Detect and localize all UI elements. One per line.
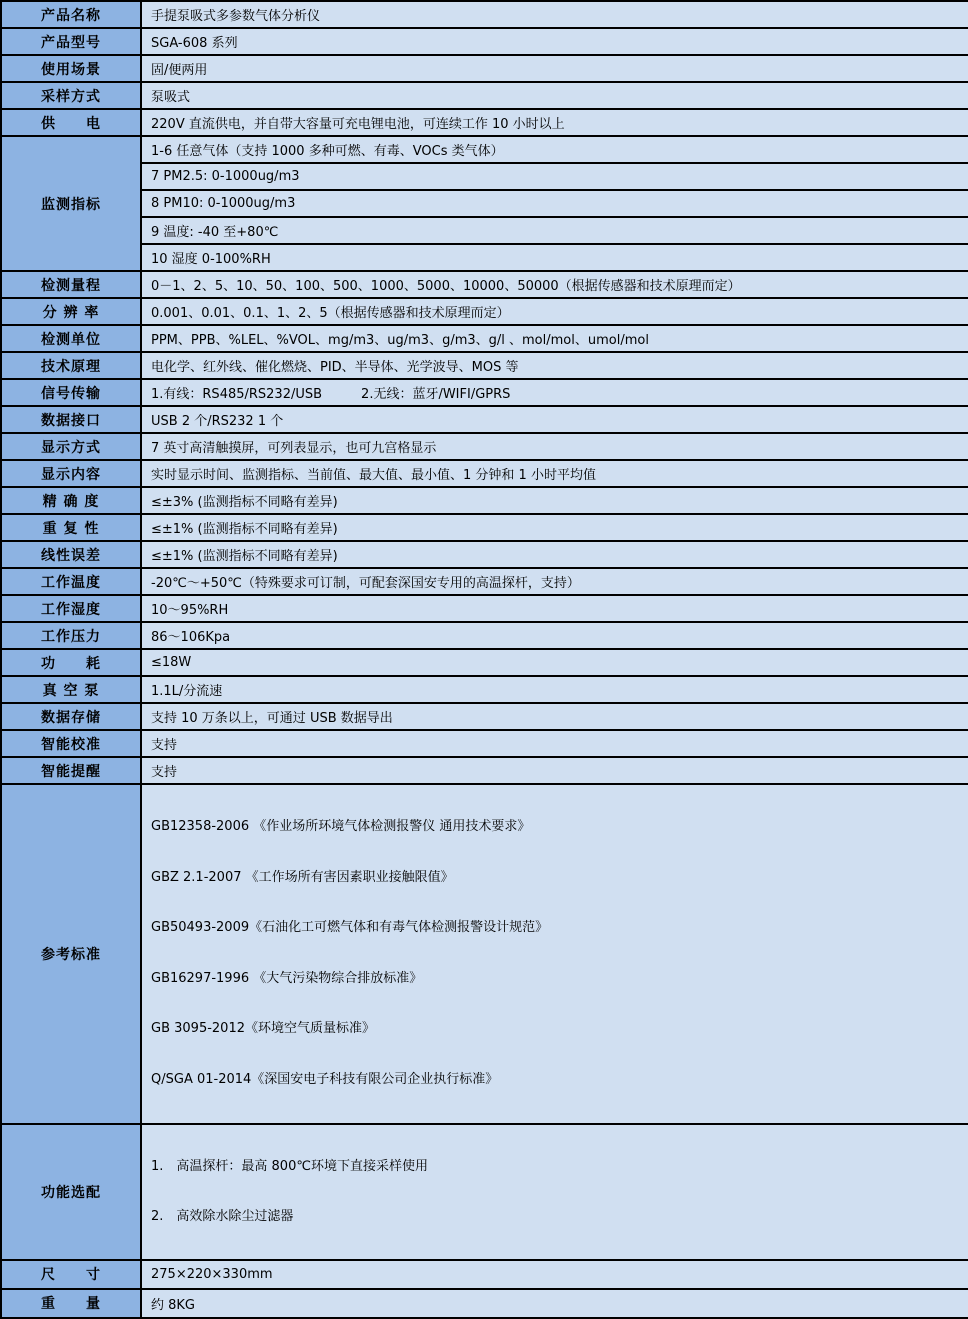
spec-label-signal: 信号传输 [1, 379, 141, 406]
spec-value-work-temp: -20℃～+50℃（特殊要求可订制，可配套深国安专用的高温探杆，支持） [141, 568, 968, 595]
spec-label-work-temp: 工作温度 [1, 568, 141, 595]
option-line: 1. 高温探杆：最高 800℃环境下直接采样使用 [151, 1158, 428, 1174]
spec-value-reference-standards [141, 784, 968, 1124]
spec-row-sampling [1, 82, 968, 109]
spec-row-work-temp [1, 568, 968, 595]
spec-value-display-content: 实时显示时间、监测指标、当前值、最大值、最小值、1 分钟和 1 小时平均值 [141, 460, 968, 487]
spec-row-optional-features [1, 1124, 968, 1260]
option-line: 2. 高效除水除尘过滤器 [151, 1208, 294, 1224]
spec-row-data-storage [1, 703, 968, 730]
spec-label-units: 检测单位 [1, 325, 141, 352]
spec-label-optional-features: 功能选配 [1, 1124, 141, 1260]
spec-label-range: 检测量程 [1, 271, 141, 298]
spec-label-power-consumption: 功 耗 [1, 649, 141, 676]
spec-value-power: 220V 直流供电，并自带大容量可充电锂电池，可连续工作 10 小时以上 [141, 109, 968, 136]
spec-label-vacuum-pump: 真 空 泵 [1, 676, 141, 703]
spec-value-data-storage: 支持 10 万条以上，可通过 USB 数据导出 [141, 703, 968, 730]
spec-row-power-consumption [1, 649, 968, 676]
spec-value-weight: 约 8KG [141, 1289, 968, 1318]
spec-label-display-content: 显示内容 [1, 460, 141, 487]
spec-value-accuracy: ≤±3% (监测指标不同略有差异) [141, 487, 968, 514]
spec-label-smart-calibration: 智能校准 [1, 730, 141, 757]
spec-label-weight: 重 量 [1, 1289, 141, 1318]
spec-label-work-humidity: 工作湿度 [1, 595, 141, 622]
spec-value-sampling: 泵吸式 [141, 82, 968, 109]
standard-line: Q/SGA 01-2014《深国安电子科技有限公司企业执行标准》 [151, 1071, 499, 1087]
spec-row-display-content [1, 460, 968, 487]
spec-row-dimensions [1, 1260, 968, 1289]
spec-label-linearity: 线性误差 [1, 541, 141, 568]
spec-row-model [1, 28, 968, 55]
spec-value-monitor-indicator-1: 1-6 任意气体（支持 1000 多种可燃、有毒、VOCs 类气体） [141, 136, 968, 163]
spec-row-vacuum-pump [1, 676, 968, 703]
spec-value-resolution: 0.001、0.01、0.1、1、2、5（根据传感器和技术原理而定） [141, 298, 968, 325]
spec-row-monitor-indicators [1, 163, 968, 190]
spec-value-monitor-indicator-3: 8 PM10: 0-1000ug/m3 [141, 190, 968, 217]
spec-value-dimensions: 275×220×330mm [141, 1260, 968, 1289]
spec-value-work-humidity: 10～95%RH [141, 595, 968, 622]
spec-value-monitor-indicator-4: 9 温度: -40 至+80℃ [141, 217, 968, 244]
spec-value-usage-scene: 固/便两用 [141, 55, 968, 82]
spec-row-work-pressure [1, 622, 968, 649]
spec-value-data-port: USB 2 个/RS232 1 个 [141, 406, 968, 433]
spec-label-repeatability: 重 复 性 [1, 514, 141, 541]
spec-value-work-pressure: 86～106Kpa [141, 622, 968, 649]
spec-label-accuracy: 精 确 度 [1, 487, 141, 514]
spec-row-display-mode [1, 433, 968, 460]
spec-row-usage-scene [1, 55, 968, 82]
spec-value-vacuum-pump: 1.1L/分流速 [141, 676, 968, 703]
standard-line: GB16297-1996 《大气污染物综合排放标准》 [151, 970, 423, 986]
spec-value-display-mode: 7 英寸高清触摸屏，可列表显示，也可九宫格显示 [141, 433, 968, 460]
spec-label-resolution: 分 辨 率 [1, 298, 141, 325]
spec-label-power: 供 电 [1, 109, 141, 136]
spec-value-monitor-indicator-2: 7 PM2.5: 0-1000ug/m3 [141, 163, 968, 190]
spec-row-smart-calibration [1, 730, 968, 757]
standard-line: GB50493-2009《石油化工可燃气体和有毒气体检测报警设计规范》 [151, 920, 549, 936]
spec-value-smart-reminder: 支持 [141, 757, 968, 784]
spec-row-work-humidity [1, 595, 968, 622]
spec-value-smart-calibration: 支持 [141, 730, 968, 757]
spec-row-repeatability [1, 514, 968, 541]
spec-label-display-mode: 显示方式 [1, 433, 141, 460]
spec-row-weight [1, 1289, 968, 1318]
spec-value-signal: 1.有线：RS485/RS232/USB 2.无线：蓝牙/WIFI/GPRS [141, 379, 968, 406]
spec-row-principle [1, 352, 968, 379]
spec-label-data-storage: 数据存储 [1, 703, 141, 730]
spec-row-power [1, 109, 968, 136]
spec-row-data-port [1, 406, 968, 433]
spec-row-monitor-indicators [1, 136, 968, 163]
spec-row-range [1, 271, 968, 298]
spec-value-range: 0－1、2、5、10、50、100、500、1000、5000、10000、50000（根据传感器和技术原理而定） [141, 271, 968, 298]
spec-row-signal [1, 379, 968, 406]
spec-label-model: 产品型号 [1, 28, 141, 55]
spec-value-product-name: 手提泵吸式多参数气体分析仪 [141, 1, 968, 28]
spec-label-principle: 技术原理 [1, 352, 141, 379]
spec-row-product-name [1, 1, 968, 28]
spec-row-smart-reminder [1, 757, 968, 784]
spec-label-monitor-indicators: 监测指标 [1, 136, 141, 271]
spec-row-monitor-indicators [1, 244, 968, 271]
spec-row-reference-standards [1, 784, 968, 1124]
spec-label-sampling: 采样方式 [1, 82, 141, 109]
spec-row-units [1, 325, 968, 352]
spec-label-data-port: 数据接口 [1, 406, 141, 433]
standard-line: GBZ 2.1-2007 《工作场所有害因素职业接触限值》 [151, 869, 454, 885]
spec-value-repeatability: ≤±1% (监测指标不同略有差异) [141, 514, 968, 541]
spec-value-units: PPM、PPB、%LEL、%VOL、mg/m3、ug/m3、g/m3、g/l 、mol/mol、umol/mol [141, 325, 968, 352]
spec-value-monitor-indicator-5: 10 湿度 0-100%RH [141, 244, 968, 271]
spec-label-dimensions: 尺 寸 [1, 1260, 141, 1289]
spec-label-usage-scene: 使用场景 [1, 55, 141, 82]
spec-value-linearity: ≤±1% (监测指标不同略有差异) [141, 541, 968, 568]
spec-label-reference-standards: 参考标准 [1, 784, 141, 1124]
spec-label-smart-reminder: 智能提醒 [1, 757, 141, 784]
spec-value-principle: 电化学、红外线、催化燃烧、PID、半导体、光学波导、MOS 等 [141, 352, 968, 379]
spec-row-accuracy [1, 487, 968, 514]
spec-label-product-name: 产品名称 [1, 1, 141, 28]
spec-row-monitor-indicators [1, 217, 968, 244]
spec-value-power-consumption: ≤18W [141, 649, 968, 676]
standard-line: GB 3095-2012《环境空气质量标准》 [151, 1021, 375, 1037]
spec-row-monitor-indicators [1, 190, 968, 217]
spec-row-linearity [1, 541, 968, 568]
spec-row-resolution [1, 298, 968, 325]
spec-label-work-pressure: 工作压力 [1, 622, 141, 649]
spec-value-model: SGA-608 系列 [141, 28, 968, 55]
standard-line: GB12358-2006 《作业场所环境气体检测报警仪 通用技术要求》 [151, 819, 531, 834]
spec-value-optional-features [141, 1124, 968, 1260]
